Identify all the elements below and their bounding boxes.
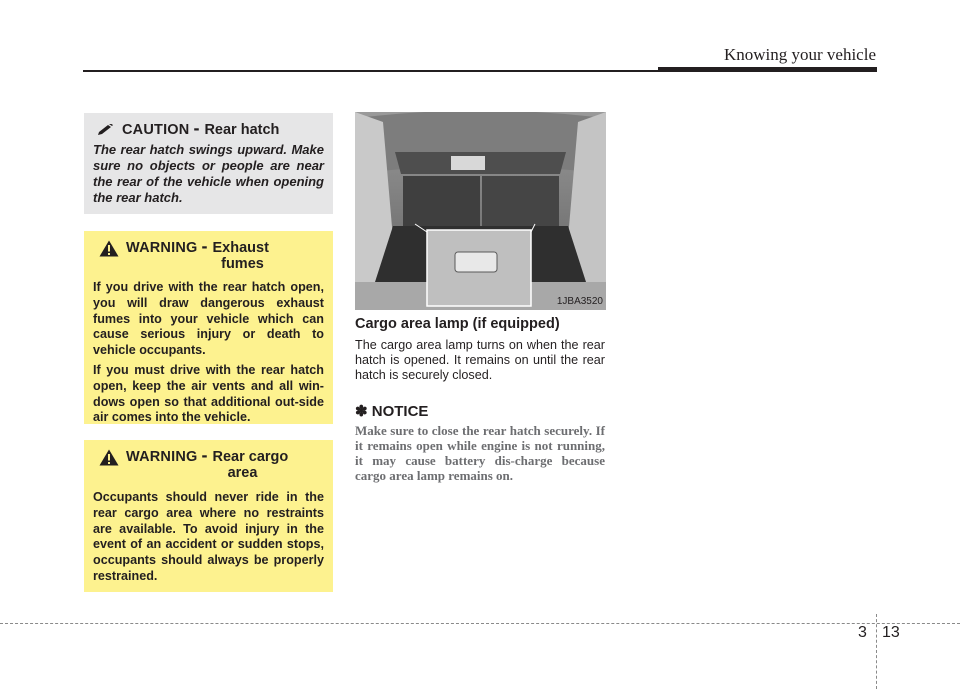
caution-heading bbox=[93, 118, 324, 138]
warning-exhaust-heading bbox=[93, 236, 324, 272]
warning-word: WARNING bbox=[126, 449, 198, 465]
warning-exhaust-subject-line1: Exhaust bbox=[212, 240, 269, 256]
pencil-icon bbox=[97, 124, 114, 136]
cargo-lamp-text: The cargo area lamp turns on when the rear hatch is opened. It remains on until the rear hatch is securely closed. bbox=[355, 338, 605, 382]
caution-subject: Rear hatch bbox=[204, 122, 280, 138]
footer-dashed-rule bbox=[0, 623, 960, 624]
header-rule-accent bbox=[658, 67, 877, 72]
warning-dash: - bbox=[201, 236, 208, 256]
page-number: 13 bbox=[882, 624, 900, 641]
photo-reference-code: 1JBA3520 bbox=[556, 296, 603, 307]
header-rule bbox=[83, 70, 658, 72]
notice-symbol: ✽ bbox=[355, 403, 368, 420]
warning-cargo-subject bbox=[212, 449, 304, 481]
cargo-lamp-heading: Cargo area lamp (if equipped) bbox=[355, 316, 560, 332]
warning-exhaust-box bbox=[84, 231, 333, 424]
warning-cargo-paragraph: Occupants should never ride in the rear cargo area where no restraints are available. To avoid injury in the event of an accident or sudden stops, occupants should always be properly restrained. bbox=[93, 490, 324, 583]
section-title: Knowing your vehicle bbox=[723, 45, 876, 64]
warning-triangle-icon bbox=[99, 240, 119, 257]
warning-exhaust-paragraph-2: If you must drive with the rear hatch open, keep the air vents and all win-dows open so that additional out-side air comes into the vehicle. bbox=[93, 362, 324, 425]
cargo-area-photo bbox=[355, 112, 606, 310]
caution-word: CAUTION bbox=[122, 122, 190, 138]
caution-text: The rear hatch swings upward. Make sure no objects or people are near the rear of the vehicle when opening the rear hatch. bbox=[93, 142, 324, 205]
caution-dash: - bbox=[193, 118, 200, 138]
warning-triangle-icon bbox=[99, 449, 119, 466]
notice-text: Make sure to close the rear hatch securely. If it remains open while engine is not running, it may cause battery dis-charge because cargo area lamp remains on. bbox=[355, 423, 605, 483]
warning-exhaust-subject bbox=[212, 240, 304, 272]
warning-word: WARNING bbox=[126, 240, 198, 256]
warning-cargo-subject-line1: Rear cargo bbox=[212, 449, 289, 465]
footer-dashed-divider bbox=[876, 614, 877, 689]
notice-label: NOTICE bbox=[371, 403, 429, 420]
warning-exhaust-paragraph-1: If you drive with the rear hatch open, you will draw dangerous exhaust fumes into your vehicle which can cause serious injury or death to vehicle occupants. bbox=[93, 280, 324, 358]
warning-exhaust-subject-line2: fumes bbox=[221, 256, 264, 272]
warning-cargo-subject-line2: area bbox=[227, 465, 258, 481]
caution-box bbox=[84, 113, 333, 214]
warning-cargo-box bbox=[84, 440, 333, 592]
notice-heading bbox=[355, 402, 605, 420]
warning-cargo-heading bbox=[93, 445, 324, 481]
page-section-number: 3 bbox=[858, 624, 867, 641]
warning-dash: - bbox=[201, 445, 208, 465]
cargo-area-illustration bbox=[355, 112, 606, 310]
